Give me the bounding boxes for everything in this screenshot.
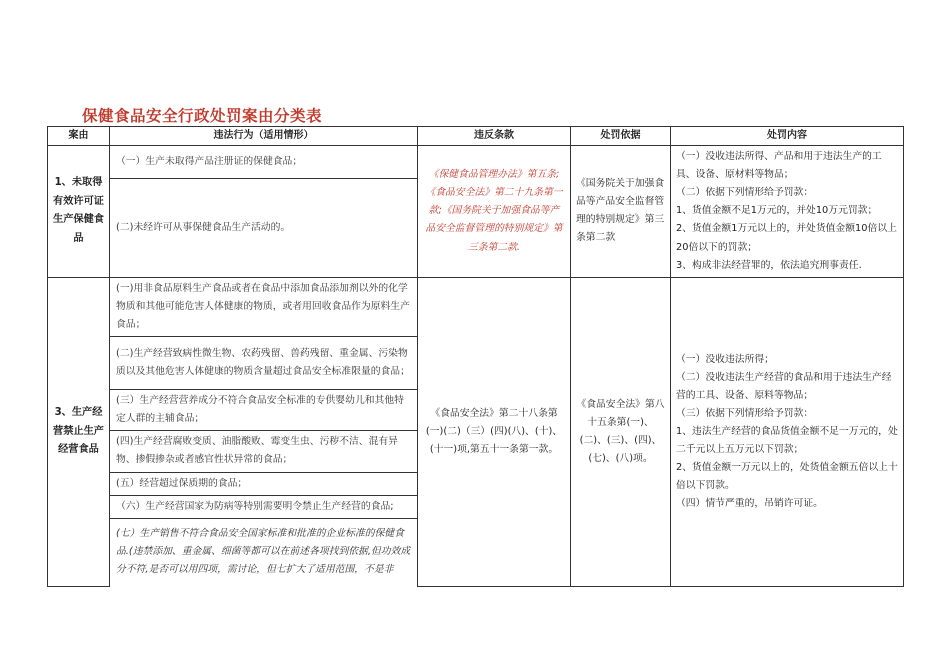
behavior-cell: (三）生产经营营养成分不符合食品安全标准的专供婴幼儿和其他特定人群的主辅食品； <box>110 390 418 431</box>
behavior-cell: （一）生产未取得产品注册证的保健食品； <box>110 146 418 179</box>
behavior-cell: （六）生产经营国家为防病等特别需要明令禁止生产经营的食品; <box>110 495 418 518</box>
header-cause: 案由 <box>48 127 110 146</box>
penalty-line: （一）没收违法所得； <box>676 353 774 365</box>
behavior-cell: (二)生产经营致病性微生物、农药残留、兽药残留、重金属、污染物质以及其他危害人体健康的物质含量超过食品安全标准限量的食品； <box>110 337 418 390</box>
document-title: 保健食品安全行政处罚案由分类表 <box>82 107 323 125</box>
penalty-line: 3、构成非法经营罪的，依法追究刑事责任. <box>676 259 862 271</box>
basis-cell: 《食品安全法》第八十五条第(一)、(二)、(三)、(四)、(七)、(八)项。 <box>571 277 671 586</box>
penalty-line: 1、货值金额不足1万元的，并处10万元罚款； <box>676 205 878 217</box>
header-behavior: 违法行为（适用情形） <box>110 127 418 146</box>
penalty-line: （四）情节严重的，吊销许可证。 <box>676 498 823 510</box>
law-cell: 《保健食品管理办法》第五条;《食品安全法》第二十九条第一款;《国务院关于加强食品等产品安全监督管理的特别规定》第三条第二款. <box>418 146 571 278</box>
penalty-line: 2、货值金额一万元以上的，处货值金额五倍以上十倍以下罚款。 <box>676 462 898 492</box>
penalty-line: （三）依据下列情形给予罚款： <box>676 407 814 419</box>
penalty-cell <box>671 146 904 278</box>
behavior-cell: (二)未经许可从事保健食品生产活动的。 <box>110 179 418 278</box>
behavior-text-truncated: (七）生产销售不符合食品安全国家标准和批准的企业标准的保健食品.(违禁添加、重金属、细菌等都可以在前述各项找到依据,但功效成分不符,是否可以用四项，需讨论，但七扩大了适用范围，不是非 <box>116 527 411 575</box>
header-penalty: 处罚内容 <box>671 127 904 146</box>
header-law: 违反条款 <box>418 127 571 146</box>
basis-cell: 《国务院关于加强食品等产品安全监督管理的特别规定》第三条第二款 <box>571 146 671 278</box>
cause-cell: 3、生产经营禁止生产经营食品 <box>48 277 110 586</box>
table-row <box>48 277 904 336</box>
penalty-line: （二）没收违法生产经营的食品和用于违法生产经营的工具、设备、原料等物品； <box>676 371 892 401</box>
behavior-cell <box>110 518 418 587</box>
penalty-table <box>47 126 904 587</box>
behavior-cell: (四)生产经营腐败变质、油脂酸败、霉变生虫、污秽不洁、混有异物、掺假掺杂或者感官性状异常的食品； <box>110 431 418 472</box>
penalty-line: 1、违法生产经营的食品货值金额不足一万元的，处二千元以上五万元以下罚款； <box>676 425 898 456</box>
table-header-row <box>48 127 904 146</box>
penalty-cell <box>671 277 904 586</box>
table-row <box>48 146 904 179</box>
behavior-cell: (一)用非食品原料生产食品或者在食品中添加食品添加剂以外的化学物质和其他可能危害人体健康的物质，或者用回收食品作为原料生产食品； <box>110 277 418 336</box>
behavior-cell: (五）经营超过保质期的食品； <box>110 472 418 495</box>
cause-cell: 1、未取得有效许可证生产保健食品 <box>48 146 110 278</box>
penalty-line: （二）依据下列情形给予罚款： <box>676 187 814 199</box>
penalty-line: 2、货值金额1万元以上的，并处货值金额10倍以上20倍以下的罚款； <box>676 223 897 253</box>
penalty-line: （一）没收违法所得、产品和用于违法生产的工具、设备、原材料等物品； <box>676 151 882 181</box>
law-cell: 《食品安全法》第二十八条第(一)(二)（三）(四)(八)、(十)、(十一)项,第五十一条第一款。 <box>418 277 571 586</box>
header-basis: 处罚依据 <box>571 127 671 146</box>
